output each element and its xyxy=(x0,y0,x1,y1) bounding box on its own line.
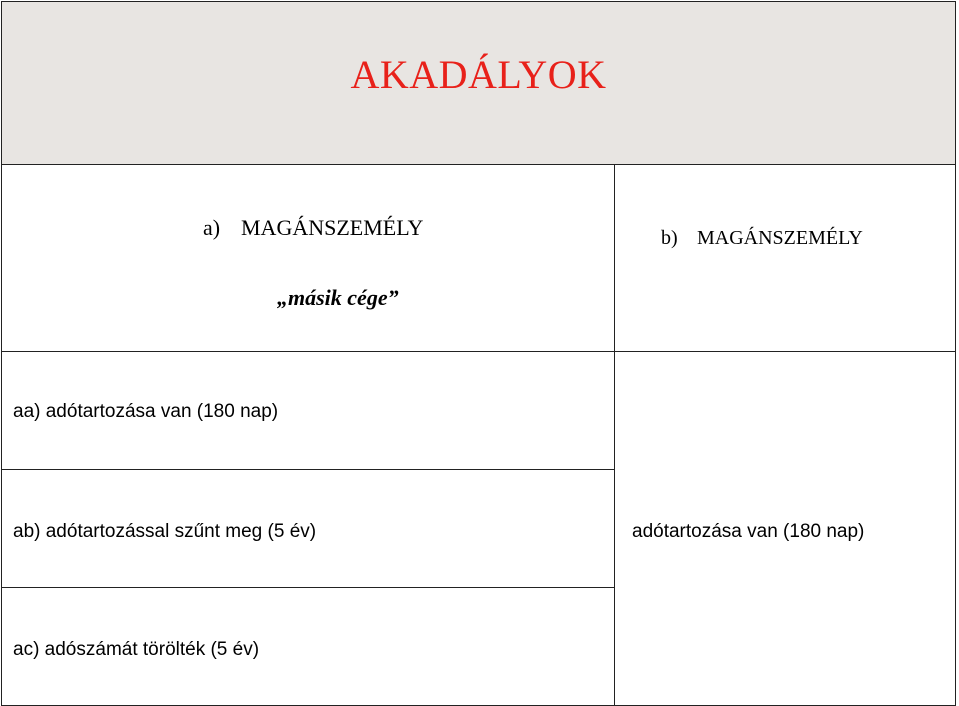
row-aa-label: aa) adótartozása van (180 nap) xyxy=(13,401,279,422)
col-b-header xyxy=(614,164,956,352)
col-a-header xyxy=(1,164,616,352)
page-title: AKADÁLYOK xyxy=(350,51,607,97)
row-ac-label: ac) adószámát törölték (5 év) xyxy=(13,639,260,660)
col-b-item: adótartozása van (180 nap) xyxy=(632,521,865,542)
col-a-heading: MAGÁNSZEMÉLY xyxy=(241,215,424,240)
col-a-marker: a) xyxy=(203,215,221,240)
col-b-heading: MAGÁNSZEMÉLY xyxy=(697,227,863,249)
col-b-body xyxy=(614,351,956,706)
row-aa xyxy=(1,351,616,470)
col-b-marker: b) xyxy=(661,227,678,249)
col-a-subheading: „másik cége” xyxy=(277,285,399,310)
row-ab xyxy=(1,469,616,588)
row-ac xyxy=(1,587,616,706)
title-row xyxy=(1,1,956,165)
row-ab-label: ab) adótartozással szűnt meg (5 év) xyxy=(13,521,317,542)
